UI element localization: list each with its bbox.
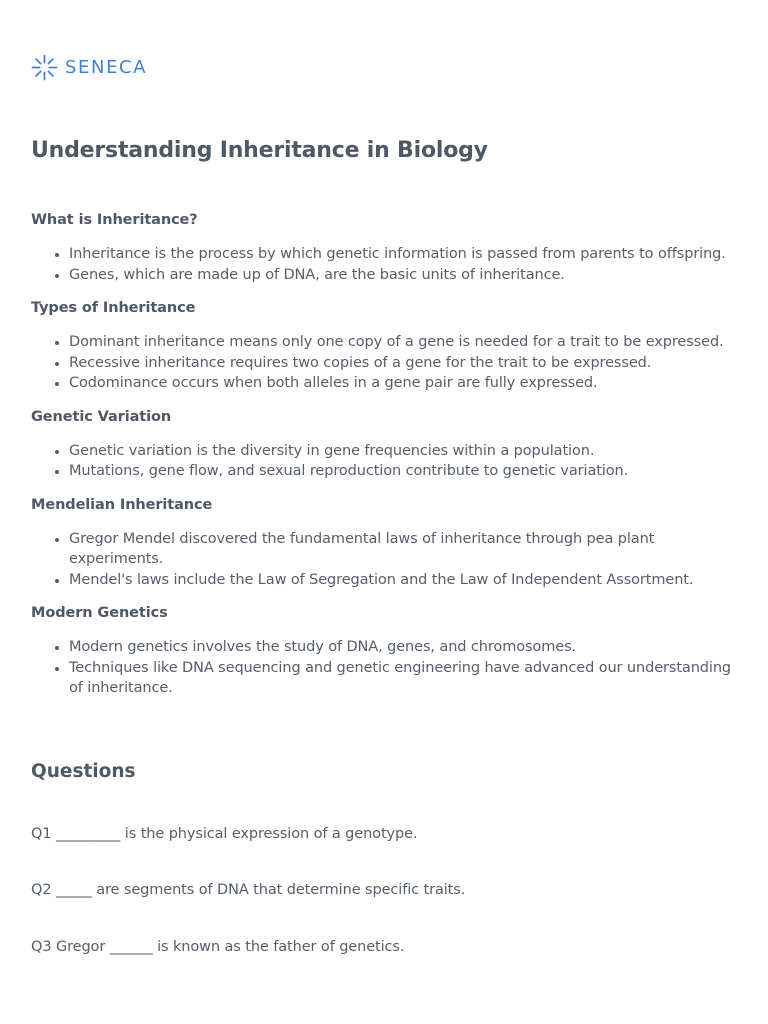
bullet-item: • Mendel's laws include the Law of Segregation and the Law of Independent Assortment. xyxy=(69,570,741,591)
starburst-icon xyxy=(31,54,58,81)
bullet-list xyxy=(31,441,741,482)
seneca-logo[interactable] xyxy=(31,54,147,81)
bullet-item: • Recessive inheritance requires two copies of a gene for the trait to be expressed. xyxy=(69,353,741,374)
section-heading: What is Inheritance? xyxy=(31,212,198,228)
section-modern-genetics xyxy=(31,603,741,699)
bullet-item: • Modern genetics involves the study of DNA, genes, and chromosomes. xyxy=(69,637,741,658)
page-title: Understanding Inheritance in Biology xyxy=(31,138,488,163)
bullet-item: • Codominance occurs when both alleles in a gene pair are fully expressed. xyxy=(69,373,741,394)
bullet-item: • Genetic variation is the diversity in gene frequencies within a population. xyxy=(69,441,741,462)
bullet-item: • Mutations, gene flow, and sexual reproduction contribute to genetic variation. xyxy=(69,461,741,482)
bullet-list xyxy=(31,637,741,699)
bullet-item: • Techniques like DNA sequencing and genetic engineering have advanced our understanding of inheritance. xyxy=(69,658,741,699)
section-mendelian-inheritance xyxy=(31,495,741,591)
questions-title: Questions xyxy=(31,761,136,782)
section-types-of-inheritance xyxy=(31,298,741,394)
notes-content xyxy=(31,210,741,712)
bullet-list xyxy=(31,529,741,591)
section-heading: Mendelian Inheritance xyxy=(31,496,213,513)
brand-name: SENECA xyxy=(65,57,148,78)
bullet-item: • Genes, which are made up of DNA, are the basic units of inheritance. xyxy=(69,265,741,286)
bullet-list xyxy=(31,244,741,285)
section-heading: Modern Genetics xyxy=(31,605,168,621)
question-1: Q1 _________ is the physical expression of a genotype. xyxy=(31,826,418,842)
section-genetic-variation xyxy=(31,407,741,482)
question-3: Q3 Gregor ______ is known as the father of genetics. xyxy=(31,939,405,955)
section-what-is-inheritance xyxy=(31,210,741,285)
question-2: Q2 _____ are segments of DNA that determine specific traits. xyxy=(31,882,466,898)
bullet-item: • Gregor Mendel discovered the fundamental laws of inheritance through pea plant experiments. xyxy=(69,529,741,570)
bullet-list xyxy=(31,332,741,394)
bullet-item: • Dominant inheritance means only one copy of a gene is needed for a trait to be expressed. xyxy=(69,332,741,353)
section-heading: Genetic Variation xyxy=(31,408,172,425)
bullet-item: • Inheritance is the process by which genetic information is passed from parents to offspring. xyxy=(69,244,741,265)
section-heading: Types of Inheritance xyxy=(31,300,196,316)
